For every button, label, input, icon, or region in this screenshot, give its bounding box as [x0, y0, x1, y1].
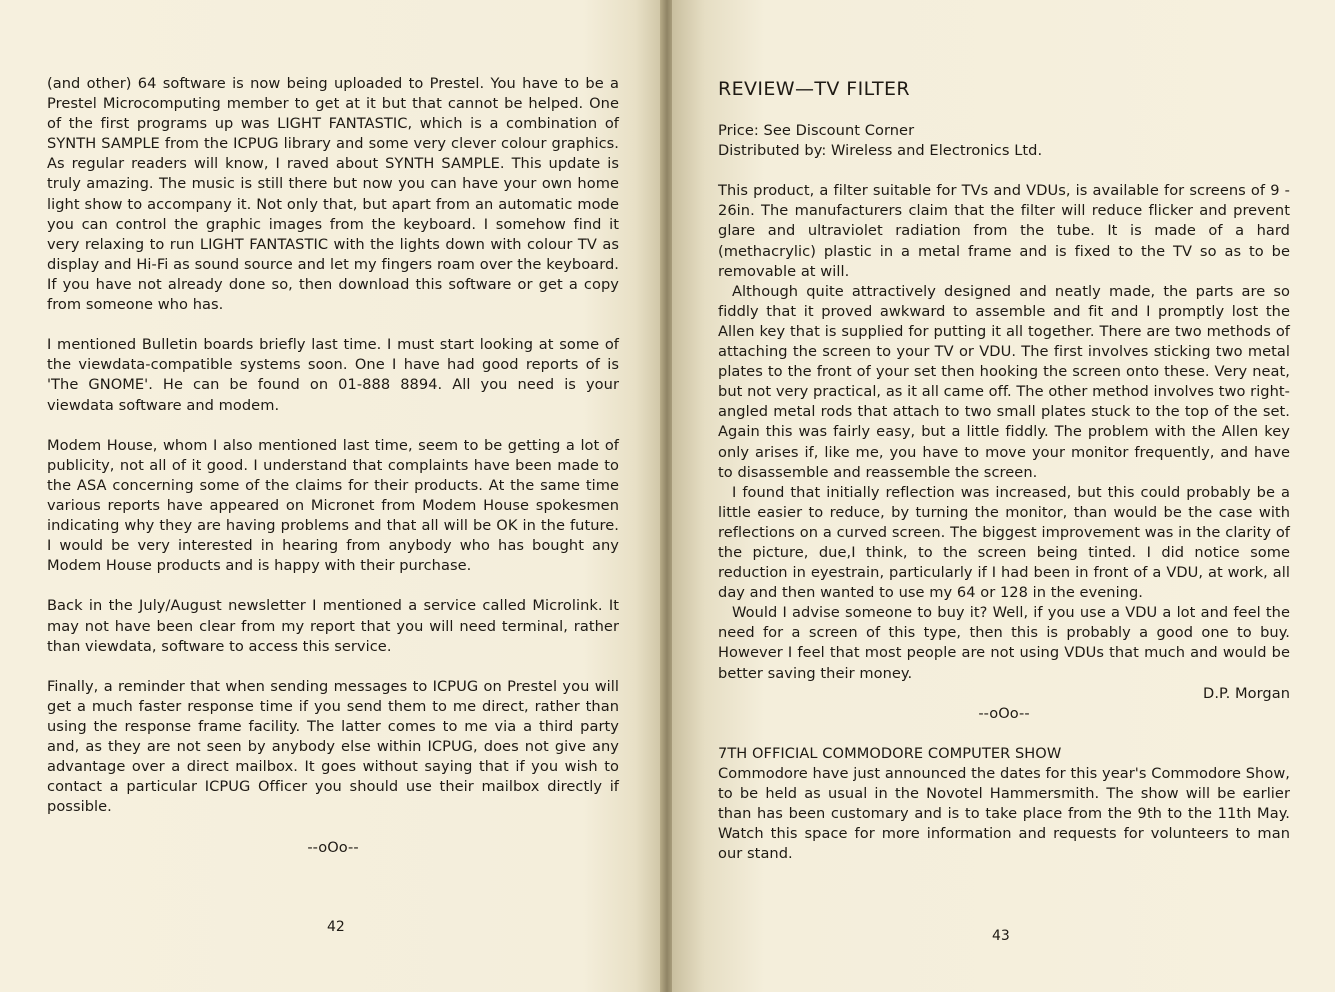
paragraph-assembly: Although quite attractively designed and neatly made, the parts are so fiddly that it proved awkward to assemble and fit and I promptly lost the Allen key that is supplied for putting it all together. There are two methods of attaching the screen to your TV or VDU. The first involves sticking two metal plates to the front of your set then hooking the screen onto these. Very neat, but not very practical, as it all came off. The other method involves two right-angled metal rods that attach to two small plates stuck to the top of the set. Again this was fairly easy, but a little fiddly. The problem with the Allen key only arises if, like me, you have to move your monitor frequently, and have to disassemble and reassemble the screen. — [718, 282, 1290, 481]
page-number-right: 43 — [992, 928, 1010, 944]
paragraph-light-fantastic: (and other) 64 software is now being uploaded to Prestel. You have to be a Prestel Microcomputing member to get at it but that cannot be helped. One of the first programs up was LIGHT FANTASTIC, which is a combination of SYNTH SAMPLE from the ICPUG library and some very clever colour graphics. As regular readers will know, I raved about SYNTH SAMPLE. This update is truly amazing. The music is still there but now you can have your own home light show to accompany it. Not only that, but apart from an automatic mode you can control the graphic images from the keyboard. I somehow find it very relaxing to run LIGHT FANTASTIC with the lights down with colour TV as display and Hi-Fi as sound source and let my fingers roam over the keyboard. If you have not already done so, then download this software or get a copy from someone who has. — [47, 75, 619, 314]
right-page-text — [718, 121, 1290, 864]
section-separator: --oOo-- — [307, 838, 359, 856]
left-page-text — [47, 74, 619, 858]
paragraph-prestel-reminder: Finally, a reminder that when sending messages to ICPUG on Prestel you will get a much faster response time if you send them to me direct, rather than using the response frame facility. The latter comes to me via a third party and, as they are not seen by anybody else within ICPUG, does not give any advantage over a direct mailbox. It goes without saying that if you wish to contact a particular ICPUG Officer you should use their mailbox directly if possible. — [47, 677, 619, 816]
paragraph-product-description: This product, a filter suitable for TVs and VDUs, is available for screens of 9 - 26in. The manufacturers claim that the filter will reduce flicker and prevent glare and ultraviolet radiation from the tube. It is made of a hard (methacrylic) plastic in a metal frame and is fixed to the TV so as to be removable at will. — [718, 182, 1290, 280]
paragraph-reflection: I found that initially reflection was increased, but this could probably be a little easier to reduce, by turning the monitor, than would be the case with reflections on a curved screen. The biggest improvement was in the clarity of the picture, due,I think, to the screen being tinted. I did notice some reduction in eyestrain, particularly if I had been in front of a VDU, at work, all day and then wanted to use my 64 or 128 in the evening. — [718, 483, 1290, 602]
paragraph-microlink: Back in the July/August newsletter I mentioned a service called Microlink. It may not have been clear from my report that you will need terminal, rather than viewdata, software to access this service. — [47, 597, 619, 655]
paragraph-bulletin-boards: I mentioned Bulletin boards briefly last time. I must start looking at some of the viewdata-compatible systems soon. One I have had good reports of is 'The GNOME'. He can be found on 01-888 8894. All you need is your viewdata software and modem. — [47, 336, 619, 414]
distributor-line: Distributed by: Wireless and Electronics Ltd. — [718, 142, 1043, 160]
section-separator: --oOo-- — [978, 704, 1030, 722]
page-number-left: 42 — [327, 919, 345, 935]
left-page — [0, 0, 662, 992]
review-heading: REVIEW—TV FILTER — [718, 78, 910, 100]
show-heading: 7TH OFFICIAL COMMODORE COMPUTER SHOW — [718, 744, 1062, 762]
paragraph-commodore-show: Commodore have just announced the dates for this year's Commodore Show, to be held as usual in the Novotel Hammersmith. The show will be earlier than has been customary and is to take place from the 9th to the 11th May. Watch this space for more information and requests for volunteers to man our stand. — [718, 765, 1290, 863]
right-page — [672, 0, 1335, 992]
paragraph-advice: Would I advise someone to buy it? Well, if you use a VDU a lot and feel the need for a screen of this type, then this is probably a good one to buy. However I feel that most people are not using VDUs that much and would be better saving their money. — [718, 604, 1290, 682]
paragraph-modem-house: Modem House, whom I also mentioned last time, seem to be getting a lot of publicity, not all of it good. I understand that complaints have been made to the ASA concerning some of the claims for their products. At the same time various reports have appeared on Micronet from Modem House spokesmen indicating why they are having problems and that all will be OK in the future. I would be very interested in hearing from anybody who has bought any Modem House products and is happy with their purchase. — [47, 436, 619, 575]
author-signature: D.P. Morgan — [1203, 684, 1290, 702]
price-line: Price: See Discount Corner — [718, 122, 915, 139]
